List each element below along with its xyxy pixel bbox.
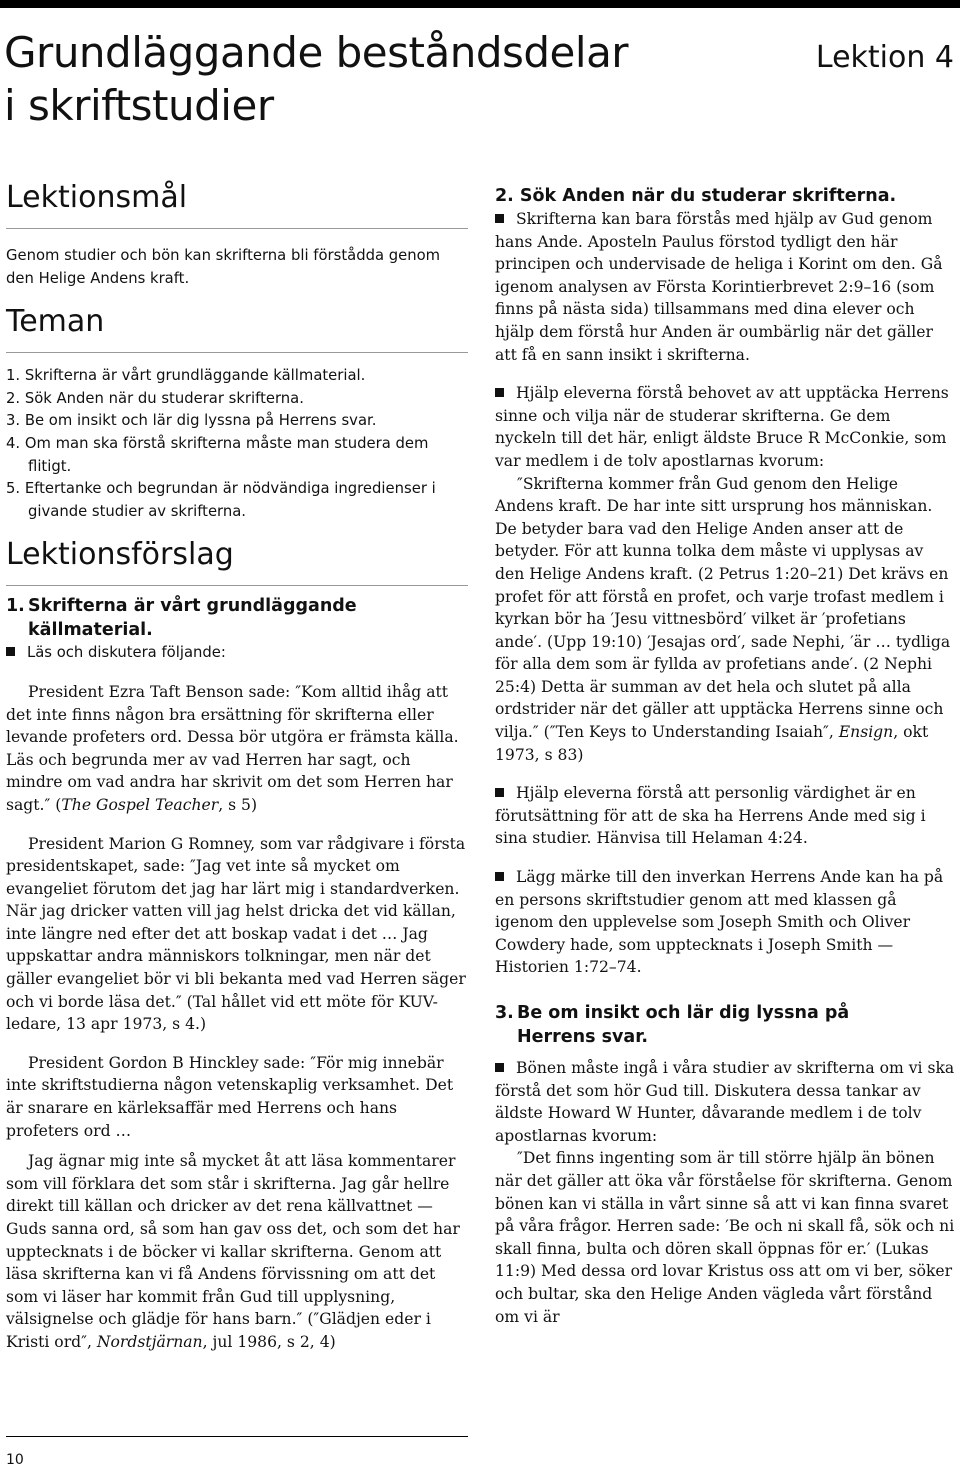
section-2-bullet-4: Lägg märke till den inverkan Herrens Ande kan ha på en persons skriftstudier genom att med klassen gå igenom den upplevelse som Joseph Smith och Oliver Cowdery hade, som upptecknats i Joseph Smith — Historien 1:72–74. xyxy=(495,868,944,977)
section-3-title-b: Herrens svar. xyxy=(517,1027,649,1047)
section-1-bullet: Läs och diskutera följande: xyxy=(6,642,468,665)
goals-heading: Lektionsmål xyxy=(6,178,468,229)
goals-text: Genom studier och bön kan skrifterna bli förstådda genom den Helige Andens kraft. xyxy=(6,247,441,287)
section-2-bullet-3: Hjälp eleverna förstå att personlig värdighet är en förutsättning för att de ska ha Herrens Ande med sig i sina studier. Hänvisa till Helaman 4:24. xyxy=(495,784,926,848)
page-number: 10 xyxy=(6,1452,24,1468)
section-3-bullet-1: Bönen måste ingå i våra studier av skrifterna om vi ska förstå det som hör Gud till. Diskutera dessa tankar av äldste Howard W Hunter, dåvarande medlem i de tolv apostlarnas kvorum: xyxy=(495,1059,955,1145)
title-line-1: Grundläggande beståndsdelar xyxy=(4,28,629,77)
theme-item: 4. Om man ska förstå skrifterna måste man studera dem flitigt. xyxy=(6,434,429,475)
bullet-icon xyxy=(495,1063,504,1072)
bullet-icon xyxy=(495,388,504,397)
left-column xyxy=(6,178,468,1354)
section-2-bullet-1: Skrifterna kan bara förstås med hjälp av Gud genom hans Ande. Aposteln Paulus förstod tydligt den här principen och undervisade de heliga i Korint om den. Gå igenom analysen av Första Korintierbrevet 2:9–16 (som finns på nästa sida) tillsammans med dina elever och hjälp dem förstå hur Anden är oumbärlig när det gäller att få en sann insikt i skrifterna. xyxy=(495,210,943,364)
section-3-title-a: Be om insikt och lär dig lyssna på xyxy=(517,1003,850,1023)
theme-item: 3. Be om insikt och lär dig lyssna på Herrens svar. xyxy=(6,412,377,430)
quote-benson: President Ezra Taft Benson sade: ″Kom alltid ihåg att det inte finns någon bra ersättning för skrifterna eller levande profeters ord. Dessa bör utgöra er främsta källa. Läs och begrunda mer av vad Herren har sagt, och mindre om vad andra har skrivit om det som Herren har sagt.″ (The Gospel Teacher, s 5) xyxy=(6,682,459,814)
themes-list xyxy=(6,365,468,523)
section-2-heading: 2. Sök Anden när du studerar skrifterna. xyxy=(495,186,897,206)
section-1-title-b: källmaterial. xyxy=(28,620,153,641)
section-1-heading xyxy=(6,594,468,642)
page-title xyxy=(4,26,628,132)
footer-rule xyxy=(6,1436,468,1437)
section-3-number: 3. xyxy=(495,1003,514,1023)
bullet-icon xyxy=(495,214,504,223)
section-2-bullet-2: Hjälp eleverna förstå behovet av att upptäcka Herrens sinne och vilja när de studerar skrifterna. Ge dem nyckeln till det här, enligt äldste Bruce R McConkie, som var medlem i de tolv apostlarnas kvorum: xyxy=(495,384,949,470)
right-column xyxy=(495,178,955,1328)
theme-item: 1. Skrifterna är vårt grundläggande källmaterial. xyxy=(6,367,366,385)
quote-romney: President Marion G Romney, som var rådgivare i första presidentskapet, sade: ″Jag vet inte så mycket om evangeliet förutom det jag har lärt mig i standardverken. När jag dricker vatten vill jag helst dricka det vid källan, inte längre ned efter det att boskap vadat i det … Jag uppskattar andra människors tolkningar, men när det gäller evangeliet bör vi bli bekanta med vad Herren säger och vi borde läsa det.″ (Tal hållet vid ett möte för KUV-ledare, 13 apr 1973, s 4.) xyxy=(6,834,466,1034)
theme-item: 2. Sök Anden när du studerar skrifterna. xyxy=(6,389,304,407)
bullet-icon xyxy=(495,872,504,881)
quote-mcconkie: ″Skrifterna kommer från Gud genom den Helige Andens kraft. De har inte sitt ursprung hos människan. De betyder bara vad den Helige Anden anser att de betyder. För att kunna tolka dem måste vi upplysas av den Helige Andens kraft. (2 Petrus 1:20–21) Det krävs en profet för att förstå en profet, och varje trofast medlem i kyrkan bör ha ′Jesu vittnesbörd′ vilket är ′profetians ande′. (Upp 19:10) ′Jesajas ord′, sade Nephi, ′är … tydliga för alla dem som är fyllda av profetians ande′. (2 Nephi 25:4) Detta är summan av det hela och slutet på alla ordstrider när det gäller att upptäcka Herrens sinne och vilja.″ (″Ten Keys to Understanding Isaiah″, Ensign, okt 1973, s 83) xyxy=(495,474,951,764)
theme-item: 5. Eftertanke och begrundan är nödvändiga ingredienser i givande studier av skrifterna. xyxy=(6,480,436,520)
suggestions-heading: Lektionsförslag xyxy=(6,535,468,586)
quote-hunter: ″Det finns ingenting som är till större hjälp än bönen när det gäller att öka vår förståelse för skrifterna. Genom bönen kan vi ställa in vårt sinne så att vi kan finna svaret på våra frågor. Herren sade: ′Be och ni skall få, sök och ni skall finna, bulta och dören skall öppnas för er.′ (Lukas 11:9) Med dessa ord lovar Kristus oss att om vi ber, söker och bultar, ska den Helige Anden vägleda vårt förstånd om vi är xyxy=(495,1149,955,1326)
bullet-icon xyxy=(6,647,15,656)
title-line-2: i skriftstudier xyxy=(4,81,274,130)
quote-hinckley: President Gordon B Hinckley sade: ″För mig innebär inte skriftstudierna någon vetenskaplig verksamhet. Det är snarare en kärleksaffär med Herrens och hans profeters ord … xyxy=(6,1053,454,1140)
lesson-label: Lektion 4 xyxy=(815,40,954,75)
section-1-number: 1. xyxy=(6,596,25,617)
section-3-heading xyxy=(495,1001,955,1049)
quote-hinckley-cont: Jag ägnar mig inte så mycket åt att läsa kommentarer som vill förklara det som står i skrifterna. Jag går hellre direkt till källan och dricker av det rena källvattnet — Guds sanna ord, så som han gav oss det, och som det har upptecknats i de böcker vi kallar skrifterna. Genom att läsa skrifterna kan vi få Andens förvissning om att det som vi läser har kommit från Gud till upplysning, välsignelse och glädje för hans barn.″ (″Glädjen eder i Kristi ord″, Nordstjärnan, jul 1986, s 2, 4) xyxy=(6,1152,460,1351)
section-1-title-a: Skrifterna är vårt grundläggande xyxy=(28,596,357,617)
bullet-icon xyxy=(495,788,504,797)
top-rule xyxy=(0,0,960,8)
themes-heading: Teman xyxy=(6,302,468,353)
